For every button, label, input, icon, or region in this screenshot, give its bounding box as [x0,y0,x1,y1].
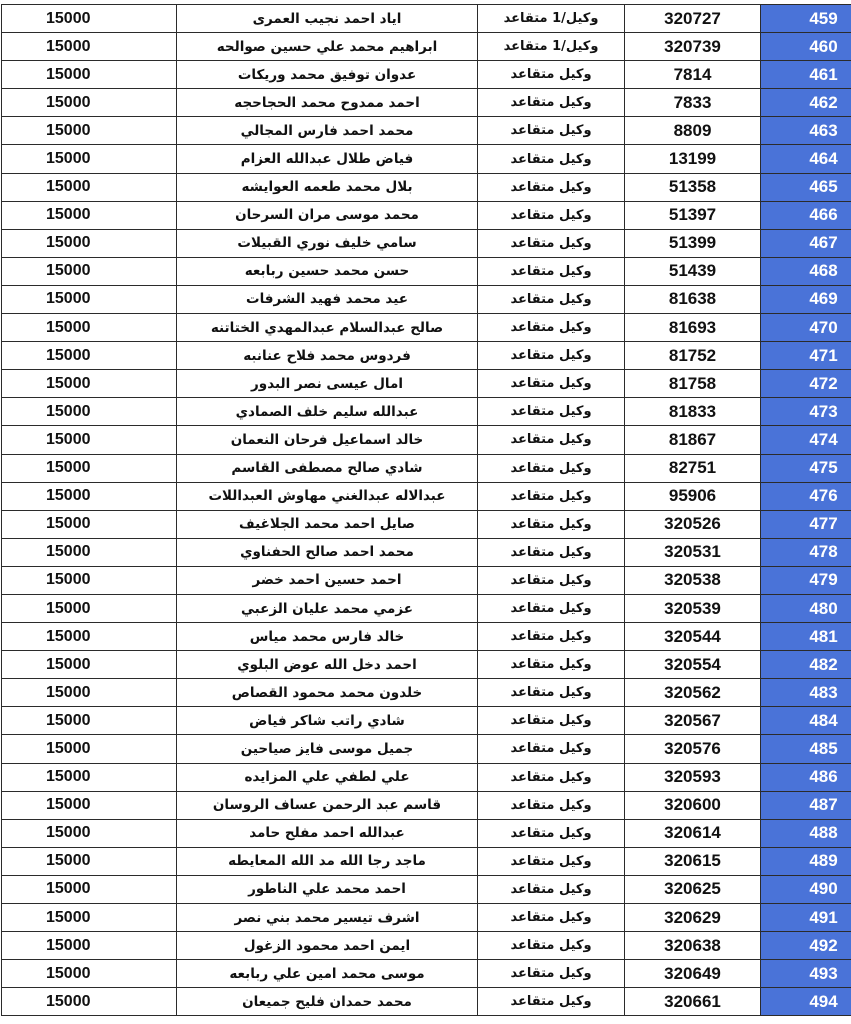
amount-cell: 15000 [2,33,177,61]
id-cell: 320625 [625,875,761,903]
id-cell: 320567 [625,707,761,735]
amount-cell: 15000 [2,426,177,454]
amount-cell: 15000 [2,679,177,707]
name-cell: امال عيسى نصر البدور [177,370,478,398]
name-cell: محمد احمد صالح الحفناوي [177,538,478,566]
amount-cell: 15000 [2,960,177,988]
table-row [2,33,851,61]
id-cell: 82751 [625,454,761,482]
sequence-cell: 480 [761,594,851,622]
amount-cell: 15000 [2,623,177,651]
amount-cell: 15000 [2,875,177,903]
rank-cell: وكيل متقاعد [478,342,625,370]
rank-cell: وكيل متقاعد [478,735,625,763]
id-cell: 320531 [625,538,761,566]
name-cell: عدوان توفيق محمد وريكات [177,61,478,89]
id-cell: 8809 [625,117,761,145]
name-cell: احمد دخل الله عوض البلوي [177,651,478,679]
sequence-cell: 468 [761,257,851,285]
sequence-cell: 465 [761,173,851,201]
amount-cell: 15000 [2,510,177,538]
id-cell: 320544 [625,623,761,651]
table-row [2,370,851,398]
table-row [2,117,851,145]
id-cell: 320727 [625,5,761,33]
amount-cell: 15000 [2,398,177,426]
sequence-cell: 493 [761,960,851,988]
name-cell: حسن محمد حسين ربابعه [177,257,478,285]
name-cell: خالد فارس محمد مياس [177,623,478,651]
id-cell: 81752 [625,342,761,370]
id-cell: 13199 [625,145,761,173]
id-cell: 51439 [625,257,761,285]
sequence-cell: 461 [761,61,851,89]
amount-cell: 15000 [2,173,177,201]
table-row [2,510,851,538]
name-cell: احمد ممدوح محمد الحجاحجه [177,89,478,117]
table-row [2,454,851,482]
rank-cell: وكيل متقاعد [478,651,625,679]
amount-cell: 15000 [2,342,177,370]
id-cell: 81867 [625,426,761,454]
id-cell: 320649 [625,960,761,988]
id-cell: 320661 [625,988,761,1016]
sequence-cell: 487 [761,791,851,819]
table-row [2,285,851,313]
sequence-cell: 489 [761,847,851,875]
name-cell: خالد اسماعيل فرحان النعمان [177,426,478,454]
rank-cell: وكيل متقاعد [478,707,625,735]
table-row [2,651,851,679]
rank-cell: وكيل متقاعد [478,679,625,707]
id-cell: 81758 [625,370,761,398]
amount-cell: 15000 [2,454,177,482]
id-cell: 320526 [625,510,761,538]
name-cell: شادي صالح مصطفى القاسم [177,454,478,482]
name-cell: عبدالله سليم خلف الصمادي [177,398,478,426]
sequence-cell: 462 [761,89,851,117]
name-cell: بلال محمد طعمه العوايشه [177,173,478,201]
rank-cell: وكيل متقاعد [478,594,625,622]
sequence-cell: 473 [761,398,851,426]
rank-cell: وكيل متقاعد [478,314,625,342]
amount-cell: 15000 [2,847,177,875]
rank-cell: وكيل متقاعد [478,847,625,875]
id-cell: 320554 [625,651,761,679]
table-row [2,229,851,257]
name-cell: فياض طلال عبدالله العزام [177,145,478,173]
name-cell: ابراهيم محمد علي حسين صوالحه [177,33,478,61]
sequence-cell: 481 [761,623,851,651]
amount-cell: 15000 [2,145,177,173]
id-cell: 95906 [625,482,761,510]
amount-cell: 15000 [2,482,177,510]
rank-cell: وكيل متقاعد [478,510,625,538]
rank-cell: وكيل متقاعد [478,791,625,819]
id-cell: 7814 [625,61,761,89]
amount-cell: 15000 [2,229,177,257]
table-row [2,735,851,763]
sequence-cell: 469 [761,285,851,313]
amount-cell: 15000 [2,89,177,117]
name-cell: ماجد رجا الله مد الله المعايطه [177,847,478,875]
amount-cell: 15000 [2,594,177,622]
table-row [2,819,851,847]
id-cell: 320538 [625,566,761,594]
name-cell: محمد موسى مران السرحان [177,201,478,229]
sequence-cell: 491 [761,904,851,932]
sequence-cell: 471 [761,342,851,370]
sequence-cell: 490 [761,875,851,903]
name-cell: صالح عبدالسلام عبدالمهدي الختاتنه [177,314,478,342]
rank-cell: وكيل متقاعد [478,145,625,173]
rank-cell: وكيل متقاعد [478,904,625,932]
rank-cell: وكيل متقاعد [478,763,625,791]
table-row [2,791,851,819]
sequence-cell: 474 [761,426,851,454]
id-cell: 320562 [625,679,761,707]
id-cell: 320638 [625,932,761,960]
table-row [2,145,851,173]
amount-cell: 15000 [2,735,177,763]
name-cell: محمد حمدان فليح جميعان [177,988,478,1016]
name-cell: قاسم عبد الرحمن عساف الروسان [177,791,478,819]
name-cell: اشرف تيسير محمد بني نصر [177,904,478,932]
sequence-cell: 488 [761,819,851,847]
sequence-cell: 463 [761,117,851,145]
id-cell: 320629 [625,904,761,932]
name-cell: محمد احمد فارس المجالي [177,117,478,145]
amount-cell: 15000 [2,370,177,398]
name-cell: اياد احمد نجيب العمرى [177,5,478,33]
table-row [2,566,851,594]
rank-cell: وكيل متقاعد [478,370,625,398]
rank-cell: وكيل متقاعد [478,117,625,145]
amount-cell: 15000 [2,651,177,679]
amount-cell: 15000 [2,566,177,594]
amount-cell: 15000 [2,117,177,145]
rank-cell: وكيل متقاعد [478,623,625,651]
name-cell: موسى محمد امين علي ربابعه [177,960,478,988]
amount-cell: 15000 [2,285,177,313]
table-row [2,201,851,229]
table-row [2,707,851,735]
rank-cell: وكيل متقاعد [478,61,625,89]
name-cell: عبدالله احمد مفلح حامد [177,819,478,847]
name-cell: عزمي محمد عليان الزعبي [177,594,478,622]
table-row [2,932,851,960]
sequence-cell: 482 [761,651,851,679]
id-cell: 7833 [625,89,761,117]
id-cell: 320739 [625,33,761,61]
table-row [2,89,851,117]
rank-cell: وكيل متقاعد [478,454,625,482]
sequence-cell: 470 [761,314,851,342]
sequence-cell: 483 [761,679,851,707]
sequence-cell: 478 [761,538,851,566]
name-cell: صايل احمد محمد الجلاغيف [177,510,478,538]
table-row [2,988,851,1016]
name-cell: فردوس محمد فلاح عنانبه [177,342,478,370]
sequence-cell: 484 [761,707,851,735]
rank-cell: وكيل متقاعد [478,426,625,454]
rank-cell: وكيل متقاعد [478,988,625,1016]
sequence-cell: 467 [761,229,851,257]
amount-cell: 15000 [2,904,177,932]
sequence-cell: 472 [761,370,851,398]
table-row [2,679,851,707]
rank-cell: وكيل متقاعد [478,257,625,285]
name-cell: سامي خليف نوري القبيلات [177,229,478,257]
amount-cell: 15000 [2,257,177,285]
amount-cell: 15000 [2,314,177,342]
table-row [2,538,851,566]
name-cell: جميل موسى فايز صياحين [177,735,478,763]
id-cell: 51397 [625,201,761,229]
id-cell: 81693 [625,314,761,342]
rank-cell: وكيل متقاعد [478,932,625,960]
id-cell: 81638 [625,285,761,313]
amount-cell: 15000 [2,819,177,847]
beneficiaries-table [1,4,851,1016]
rank-cell: وكيل متقاعد [478,229,625,257]
id-cell: 320615 [625,847,761,875]
name-cell: احمد حسين احمد خضر [177,566,478,594]
sequence-cell: 479 [761,566,851,594]
name-cell: علي لطفي علي المزايده [177,763,478,791]
amount-cell: 15000 [2,791,177,819]
name-cell: احمد محمد علي الناطور [177,875,478,903]
name-cell: عيد محمد فهيد الشرفات [177,285,478,313]
table-row [2,960,851,988]
amount-cell: 15000 [2,201,177,229]
rank-cell: وكيل متقاعد [478,398,625,426]
table-row [2,426,851,454]
rank-cell: وكيل متقاعد [478,875,625,903]
amount-cell: 15000 [2,538,177,566]
table-row [2,904,851,932]
rank-cell: وكيل متقاعد [478,960,625,988]
rank-cell: وكيل/1 متقاعد [478,33,625,61]
table-row [2,5,851,33]
table-row [2,763,851,791]
id-cell: 320600 [625,791,761,819]
id-cell: 51399 [625,229,761,257]
rank-cell: وكيل متقاعد [478,285,625,313]
table-row [2,847,851,875]
amount-cell: 15000 [2,5,177,33]
id-cell: 320614 [625,819,761,847]
amount-cell: 15000 [2,763,177,791]
sequence-cell: 476 [761,482,851,510]
sequence-cell: 486 [761,763,851,791]
sequence-cell: 466 [761,201,851,229]
id-cell: 320576 [625,735,761,763]
sequence-cell: 485 [761,735,851,763]
id-cell: 51358 [625,173,761,201]
sequence-cell: 459 [761,5,851,33]
amount-cell: 15000 [2,61,177,89]
rank-cell: وكيل متقاعد [478,538,625,566]
rank-cell: وكيل متقاعد [478,89,625,117]
sequence-cell: 477 [761,510,851,538]
sequence-cell: 494 [761,988,851,1016]
name-cell: خلدون محمد محمود القصاص [177,679,478,707]
table-row [2,594,851,622]
sequence-cell: 475 [761,454,851,482]
rank-cell: وكيل متقاعد [478,566,625,594]
table-row [2,482,851,510]
amount-cell: 15000 [2,707,177,735]
id-cell: 81833 [625,398,761,426]
rank-cell: وكيل متقاعد [478,201,625,229]
table-row [2,875,851,903]
rank-cell: وكيل/1 متقاعد [478,5,625,33]
amount-cell: 15000 [2,988,177,1016]
sequence-cell: 460 [761,33,851,61]
table-row [2,61,851,89]
table-row [2,257,851,285]
table-row [2,623,851,651]
name-cell: عبدالاله عبدالغني مهاوش العبداللات [177,482,478,510]
rank-cell: وكيل متقاعد [478,482,625,510]
name-cell: ايمن احمد محمود الزغول [177,932,478,960]
rank-cell: وكيل متقاعد [478,173,625,201]
table-row [2,314,851,342]
table-row [2,398,851,426]
rank-cell: وكيل متقاعد [478,819,625,847]
name-cell: شادي راتب شاكر فياض [177,707,478,735]
table-body [2,5,851,1016]
sequence-cell: 464 [761,145,851,173]
id-cell: 320539 [625,594,761,622]
id-cell: 320593 [625,763,761,791]
table-row [2,342,851,370]
sequence-cell: 492 [761,932,851,960]
amount-cell: 15000 [2,932,177,960]
table-row [2,173,851,201]
